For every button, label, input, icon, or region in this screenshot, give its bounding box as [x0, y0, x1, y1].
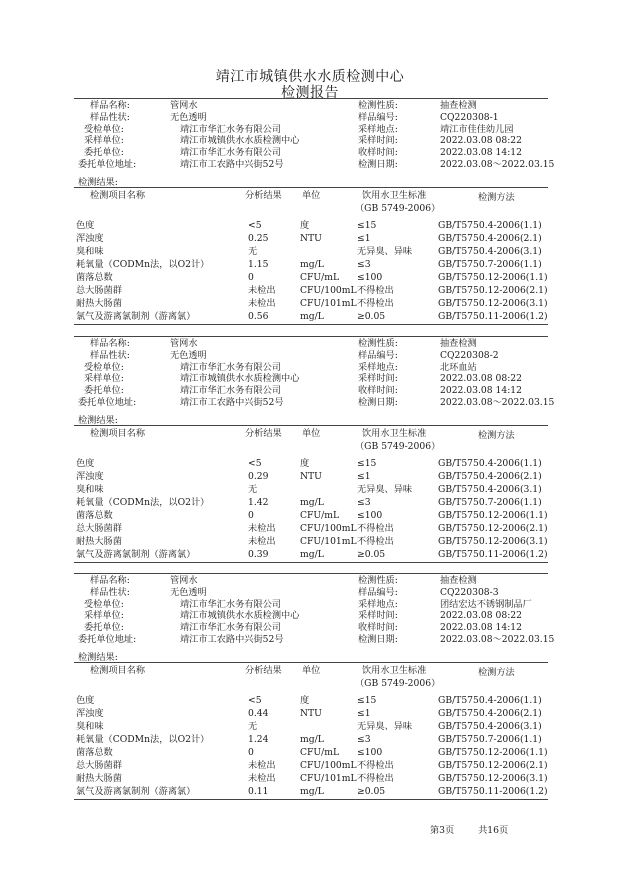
table-cell-result: 无 [248, 246, 258, 257]
table-cell-result: 未检出 [248, 760, 276, 771]
page-footer [430, 822, 508, 836]
rule-line [74, 799, 548, 800]
receive-time-label: 收样时间: [358, 622, 398, 634]
column-header-item: 检测项目名称 [90, 190, 146, 201]
sampling-unit-label: 采样单位: [84, 373, 124, 385]
report-title: 检测报告 [281, 85, 339, 101]
table-cell-item: 氯气及游离氯制剂（游离氯） [76, 549, 196, 560]
table-cell-method: GB/T5750.12-2006(1.1) [438, 510, 548, 521]
table-cell-result: 0.39 [248, 549, 269, 560]
sample-state-value: 无色透明 [170, 111, 207, 123]
report-organization-title: 靖江市城镇供水水质检测中心 [215, 69, 405, 85]
table-cell-standard: ≤1 [357, 471, 371, 482]
client-unit-label: 受检单位: [84, 598, 124, 610]
table-cell-unit: CFU/101mL [300, 773, 357, 784]
table-cell-method: GB/T5750.12-2006(3.1) [438, 298, 548, 309]
table-cell-unit: 度 [300, 458, 310, 469]
table-cell-item: 耗氧量（CODMn法，以O2计） [76, 734, 210, 745]
test-date-value: 2022.03.08～2022.03.15 [440, 634, 555, 645]
table-cell-standard: 不得检出 [357, 285, 394, 296]
results-label: 检测结果: [78, 177, 118, 188]
table-cell-standard: 不得检出 [357, 298, 394, 309]
rule-line [74, 562, 548, 563]
sampling-time-value: 2022.03.08 08:22 [440, 610, 523, 622]
table-cell-method: GB/T5750.4-2006(2.1) [438, 471, 542, 482]
sampling-site-value: 团结宏达不锈钢制品厂 [440, 598, 532, 610]
client-unit-label: 受检单位: [84, 361, 124, 373]
table-cell-unit: mg/L [300, 549, 324, 560]
table-cell-unit: CFU/101mL [300, 298, 357, 309]
column-header-result: 分析结果 [245, 428, 282, 439]
column-header-method: 检测方法 [478, 667, 515, 678]
rule-line [74, 425, 548, 426]
rule-line [74, 98, 548, 99]
table-cell-method: GB/T5750.11-2006(1.2) [438, 549, 548, 560]
sample-state-value: 无色透明 [170, 586, 207, 598]
test-date-label: 检测日期: [358, 634, 398, 645]
table-cell-method: GB/T5750.7-2006(1.1) [438, 259, 542, 270]
table-cell-item: 菌落总数 [76, 272, 113, 283]
sample-number-value: CQ220308-1 [440, 111, 499, 123]
sampling-unit-value: 靖江市城镇供水水质检测中心 [180, 373, 300, 385]
table-cell-item: 耗氧量（CODMn法，以O2计） [76, 497, 210, 508]
sample-number-label: 样品编号: [358, 349, 398, 361]
table-cell-unit: mg/L [300, 259, 324, 270]
table-cell-standard: ≤3 [357, 497, 371, 508]
table-cell-method: GB/T5750.12-2006(1.1) [438, 272, 548, 283]
sampling-unit-value: 靖江市城镇供水水质检测中心 [180, 135, 300, 147]
table-cell-unit: CFU/mL [300, 747, 340, 758]
table-cell-item: 浑浊度 [76, 708, 104, 719]
table-cell-standard: ≤100 [357, 747, 383, 758]
table-cell-result: 无 [248, 484, 258, 495]
table-cell-item: 菌落总数 [76, 747, 113, 758]
table-cell-unit: mg/L [300, 311, 324, 322]
table-cell-unit: 度 [300, 695, 310, 706]
table-cell-unit: mg/L [300, 734, 324, 745]
table-cell-method: GB/T5750.7-2006(1.1) [438, 734, 542, 745]
test-date-label: 检测日期: [358, 397, 398, 408]
table-cell-method: GB/T5750.4-2006(1.1) [438, 695, 542, 706]
table-cell-result: 0.29 [248, 471, 269, 482]
table-cell-method: GB/T5750.4-2006(1.1) [438, 458, 542, 469]
table-cell-item: 菌落总数 [76, 510, 113, 521]
entrust-address-value: 靖江市工农路中兴街52号 [180, 397, 284, 408]
sample-state-label: 样品性状: [90, 349, 130, 361]
table-cell-result: <5 [248, 220, 262, 231]
table-cell-result: 0.11 [248, 786, 269, 797]
table-cell-result: 0 [248, 272, 254, 283]
sampling-site-label: 采样地点: [358, 123, 398, 135]
sample-name-label: 样品名称: [90, 575, 130, 586]
page-number: 第3页 [430, 825, 455, 836]
table-cell-unit: 度 [300, 220, 310, 231]
client-unit-value: 靖江市华汇水务有限公司 [180, 361, 282, 373]
sampling-site-label: 采样地点: [358, 361, 398, 373]
table-cell-item: 总大肠菌群 [76, 285, 122, 296]
receive-time-value: 2022.03.08 14:12 [440, 147, 523, 159]
column-header-method: 检测方法 [478, 192, 515, 203]
table-cell-standard: ≤100 [357, 272, 383, 283]
inspection-type-value: 抽查检测 [440, 100, 477, 111]
table-cell-standard: ≤15 [357, 695, 377, 706]
table-cell-unit: CFU/100mL [300, 760, 357, 771]
table-cell-item: 耐热大肠菌 [76, 298, 122, 309]
table-cell-item: 总大肠菌群 [76, 523, 122, 534]
table-cell-method: GB/T5750.12-2006(1.1) [438, 747, 548, 758]
table-cell-method: GB/T5750.4-2006(3.1) [438, 484, 542, 495]
table-cell-item: 臭和味 [76, 246, 104, 257]
sampling-time-label: 采样时间: [358, 373, 398, 385]
table-cell-method: GB/T5750.12-2006(3.1) [438, 773, 548, 784]
table-cell-standard: 无异臭、异味 [357, 246, 413, 257]
test-date-value: 2022.03.08～2022.03.15 [440, 397, 555, 408]
table-cell-result: 0 [248, 510, 254, 521]
table-cell-item: 耐热大肠菌 [76, 773, 122, 784]
standard-code: （GB 5749-2006） [355, 678, 441, 689]
entrust-address-label: 委托单位地址: [78, 397, 137, 408]
table-cell-result: 1.15 [248, 259, 269, 270]
table-cell-result: 未检出 [248, 523, 276, 534]
column-header-result: 分析结果 [245, 665, 282, 676]
sample-state-value: 无色透明 [170, 349, 207, 361]
entrust-unit-label: 委托单位: [84, 385, 124, 397]
entrust-address-value: 靖江市工农路中兴街52号 [180, 634, 284, 645]
table-cell-standard: ≤3 [357, 734, 371, 745]
test-date-label: 检测日期: [358, 159, 398, 170]
sample-name-value: 管网水 [170, 100, 198, 111]
sample-name-value: 管网水 [170, 575, 198, 586]
table-cell-result: 1.24 [248, 734, 269, 745]
table-cell-unit: NTU [300, 708, 322, 719]
table-cell-standard: ≥0.05 [357, 786, 386, 797]
column-header-item: 检测项目名称 [90, 665, 146, 676]
table-cell-method: GB/T5750.11-2006(1.2) [438, 311, 548, 322]
table-cell-item: 耗氧量（CODMn法，以O2计） [76, 259, 210, 270]
sampling-time-label: 采样时间: [358, 610, 398, 622]
table-cell-item: 氯气及游离氯制剂（游离氯） [76, 786, 196, 797]
table-cell-method: GB/T5750.12-2006(3.1) [438, 536, 548, 547]
table-cell-standard: ≤15 [357, 458, 377, 469]
table-cell-item: 浑浊度 [76, 471, 104, 482]
table-cell-method: GB/T5750.12-2006(2.1) [438, 523, 548, 534]
table-cell-unit: CFU/mL [300, 272, 340, 283]
table-cell-item: 色度 [76, 458, 95, 469]
sampling-time-value: 2022.03.08 08:22 [440, 373, 523, 385]
entrust-unit-label: 委托单位: [84, 147, 124, 159]
table-cell-standard: 不得检出 [357, 536, 394, 547]
table-cell-unit: CFU/100mL [300, 285, 357, 296]
table-cell-standard: ≤1 [357, 233, 371, 244]
entrust-unit-value: 靖江市华汇水务有限公司 [180, 622, 282, 634]
client-unit-value: 靖江市华汇水务有限公司 [180, 123, 282, 135]
sample-number-value: CQ220308-2 [440, 349, 499, 361]
table-cell-standard: 无异臭、异味 [357, 721, 413, 732]
inspection-type-value: 抽查检测 [440, 575, 477, 586]
sampling-time-value: 2022.03.08 08:22 [440, 135, 523, 147]
column-header-unit: 单位 [302, 665, 321, 676]
sampling-site-value: 北环血站 [440, 361, 477, 373]
table-cell-unit: mg/L [300, 786, 324, 797]
sample-name-label: 样品名称: [90, 100, 130, 111]
entrust-address-value: 靖江市工农路中兴街52号 [180, 159, 284, 170]
rule-line [74, 336, 548, 337]
sampling-site-label: 采样地点: [358, 598, 398, 610]
table-cell-result: 0 [248, 747, 254, 758]
table-cell-unit: CFU/100mL [300, 523, 357, 534]
table-cell-item: 总大肠菌群 [76, 760, 122, 771]
table-cell-standard: ≥0.05 [357, 311, 386, 322]
column-header-item: 检测项目名称 [90, 428, 146, 439]
table-cell-unit: mg/L [300, 497, 324, 508]
column-header-standard: 饮用水卫生标准 [362, 428, 427, 439]
table-cell-item: 耐热大肠菌 [76, 536, 122, 547]
table-cell-unit: CFU/mL [300, 510, 340, 521]
table-cell-standard: 不得检出 [357, 523, 394, 534]
table-cell-standard: ≤1 [357, 708, 371, 719]
table-cell-result: 0.25 [248, 233, 269, 244]
entrust-unit-value: 靖江市华汇水务有限公司 [180, 147, 282, 159]
table-cell-result: 未检出 [248, 298, 276, 309]
receive-time-value: 2022.03.08 14:12 [440, 385, 523, 397]
table-cell-standard: 无异臭、异味 [357, 484, 413, 495]
table-cell-item: 浑浊度 [76, 233, 104, 244]
client-unit-value: 靖江市华汇水务有限公司 [180, 598, 282, 610]
table-cell-item: 色度 [76, 695, 95, 706]
receive-time-value: 2022.03.08 14:12 [440, 622, 523, 634]
table-cell-method: GB/T5750.4-2006(3.1) [438, 721, 542, 732]
entrust-address-label: 委托单位地址: [78, 159, 137, 170]
page-total: 共16页 [478, 825, 509, 836]
inspection-type-label: 检测性质: [358, 575, 398, 586]
entrust-unit-label: 委托单位: [84, 622, 124, 634]
table-cell-method: GB/T5750.11-2006(1.2) [438, 786, 548, 797]
standard-code: （GB 5749-2006） [355, 203, 441, 214]
table-cell-item: 氯气及游离氯制剂（游离氯） [76, 311, 196, 322]
table-cell-standard: ≥0.05 [357, 549, 386, 560]
table-cell-unit: CFU/101mL [300, 536, 357, 547]
table-cell-method: GB/T5750.4-2006(3.1) [438, 246, 542, 257]
test-date-value: 2022.03.08～2022.03.15 [440, 159, 555, 170]
receive-time-label: 收样时间: [358, 147, 398, 159]
table-cell-standard: 不得检出 [357, 760, 394, 771]
sampling-time-label: 采样时间: [358, 135, 398, 147]
sample-number-value: CQ220308-3 [440, 586, 499, 598]
sampling-unit-label: 采样单位: [84, 135, 124, 147]
table-cell-result: 无 [248, 721, 258, 732]
table-cell-standard: ≤15 [357, 220, 377, 231]
results-label: 检测结果: [78, 415, 118, 426]
table-cell-method: GB/T5750.4-2006(1.1) [438, 220, 542, 231]
table-cell-standard: 不得检出 [357, 773, 394, 784]
inspection-type-label: 检测性质: [358, 338, 398, 349]
rule-line [74, 324, 548, 325]
inspection-type-value: 抽查检测 [440, 338, 477, 349]
table-cell-result: 未检出 [248, 773, 276, 784]
table-cell-unit: NTU [300, 471, 322, 482]
sample-state-label: 样品性状: [90, 586, 130, 598]
table-cell-result: <5 [248, 458, 262, 469]
table-cell-item: 臭和味 [76, 484, 104, 495]
column-header-unit: 单位 [302, 190, 321, 201]
rule-line [74, 187, 548, 188]
rule-line [74, 573, 548, 574]
table-cell-unit: NTU [300, 233, 322, 244]
column-header-unit: 单位 [302, 428, 321, 439]
entrust-address-label: 委托单位地址: [78, 634, 137, 645]
sampling-unit-value: 靖江市城镇供水水质检测中心 [180, 610, 300, 622]
table-cell-method: GB/T5750.12-2006(2.1) [438, 285, 548, 296]
column-header-standard: 饮用水卫生标准 [362, 190, 427, 201]
table-cell-method: GB/T5750.4-2006(2.1) [438, 708, 542, 719]
table-cell-result: <5 [248, 695, 262, 706]
sample-number-label: 样品编号: [358, 586, 398, 598]
table-cell-result: 未检出 [248, 536, 276, 547]
sampling-site-value: 靖江市佳佳幼儿园 [440, 123, 514, 135]
sampling-unit-label: 采样单位: [84, 610, 124, 622]
table-cell-method: GB/T5750.4-2006(2.1) [438, 233, 542, 244]
column-header-method: 检测方法 [478, 430, 515, 441]
table-cell-standard: ≤3 [357, 259, 371, 270]
sample-name-value: 管网水 [170, 338, 198, 349]
table-cell-method: GB/T5750.12-2006(2.1) [438, 760, 548, 771]
column-header-result: 分析结果 [245, 190, 282, 201]
table-cell-item: 色度 [76, 220, 95, 231]
table-cell-method: GB/T5750.7-2006(1.1) [438, 497, 542, 508]
sample-name-label: 样品名称: [90, 338, 130, 349]
client-unit-label: 受检单位: [84, 123, 124, 135]
entrust-unit-value: 靖江市华汇水务有限公司 [180, 385, 282, 397]
inspection-type-label: 检测性质: [358, 100, 398, 111]
sample-number-label: 样品编号: [358, 111, 398, 123]
sample-state-label: 样品性状: [90, 111, 130, 123]
table-cell-result: 未检出 [248, 285, 276, 296]
rule-line [74, 662, 548, 663]
table-cell-result: 0.44 [248, 708, 269, 719]
table-cell-item: 臭和味 [76, 721, 104, 732]
table-cell-standard: ≤100 [357, 510, 383, 521]
table-cell-result: 0.56 [248, 311, 269, 322]
table-cell-result: 1.42 [248, 497, 269, 508]
results-label: 检测结果: [78, 652, 118, 663]
column-header-standard: 饮用水卫生标准 [362, 665, 427, 676]
receive-time-label: 收样时间: [358, 385, 398, 397]
standard-code: （GB 5749-2006） [355, 441, 441, 452]
